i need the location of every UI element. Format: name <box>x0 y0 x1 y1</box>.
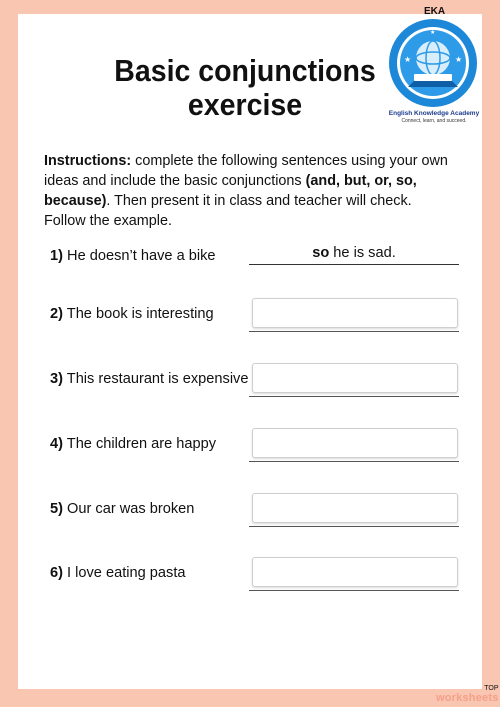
exercise-row-6 <box>50 557 460 591</box>
topworksheets-brand <box>436 685 499 704</box>
exercise-sentence <box>50 501 194 517</box>
item-number: 2) <box>50 306 63 322</box>
example-sentence <box>50 248 216 264</box>
svg-text:★: ★ <box>455 55 463 64</box>
item-text: I love eating pasta <box>62 565 186 581</box>
exercise-row-2 <box>50 298 460 332</box>
answer-input-4[interactable] <box>252 428 458 458</box>
title-line-2: exercise <box>187 87 303 122</box>
item-text: Our car was broken <box>62 501 195 517</box>
brand-top: TOP <box>484 685 499 692</box>
logo-label: EKA <box>424 6 446 17</box>
svg-text:★: ★ <box>404 55 412 64</box>
example-answer-rest: he is sad. <box>329 245 396 261</box>
exercise-row-5 <box>50 493 460 527</box>
exercise-sentence <box>50 436 216 452</box>
item-number: 5) <box>50 501 63 517</box>
exercise-sentence <box>50 306 214 322</box>
answer-underline <box>249 396 459 397</box>
logo-tagline: Connect, learn, and succeed. <box>401 118 467 124</box>
svg-text:★: ★ <box>430 30 436 36</box>
answer-input-5[interactable] <box>252 493 458 523</box>
example-underline <box>249 264 459 265</box>
example-row <box>50 240 460 274</box>
logo-name: English Knowledge Academy <box>388 110 480 117</box>
exercise-sentence <box>50 565 186 581</box>
exercise-row-3 <box>50 363 460 397</box>
item-text: This restaurant is expensive <box>62 371 249 387</box>
item-number: 6) <box>50 565 63 581</box>
answer-underline <box>249 590 459 591</box>
answer-input-6[interactable] <box>252 557 458 587</box>
answer-input-3[interactable] <box>252 363 458 393</box>
instructions-text-1: complete the following sentences using your own ideas and include the basic conjunctions <box>44 153 448 189</box>
item-number: 3) <box>50 371 63 387</box>
title-line-1: Basic conjunctions <box>114 53 376 88</box>
answer-underline <box>249 331 459 332</box>
page-title <box>99 54 392 122</box>
instructions-lead: Instructions: <box>44 153 132 169</box>
instructions <box>44 151 456 231</box>
item-number: 4) <box>50 436 63 452</box>
item-number: 1) <box>50 248 63 264</box>
item-text: The children are happy <box>62 436 217 452</box>
item-text: He doesn’t have a bike <box>62 248 216 264</box>
answer-input-2[interactable] <box>252 298 458 328</box>
instructions-text-2: . Then present it in class and teacher will check. Follow the example. <box>44 193 412 229</box>
item-text: The book is interesting <box>62 306 214 322</box>
brand-name: worksheets <box>436 692 499 704</box>
academy-logo-icon <box>388 18 478 108</box>
instructions-conjunctions: (and, but, or, so, because) <box>44 173 417 209</box>
example-answer <box>249 245 459 261</box>
exercise-row-4 <box>50 428 460 462</box>
example-answer-conjunction: so <box>312 245 330 261</box>
answer-underline <box>249 526 459 527</box>
answer-underline <box>249 461 459 462</box>
exercise-sentence <box>50 371 248 387</box>
